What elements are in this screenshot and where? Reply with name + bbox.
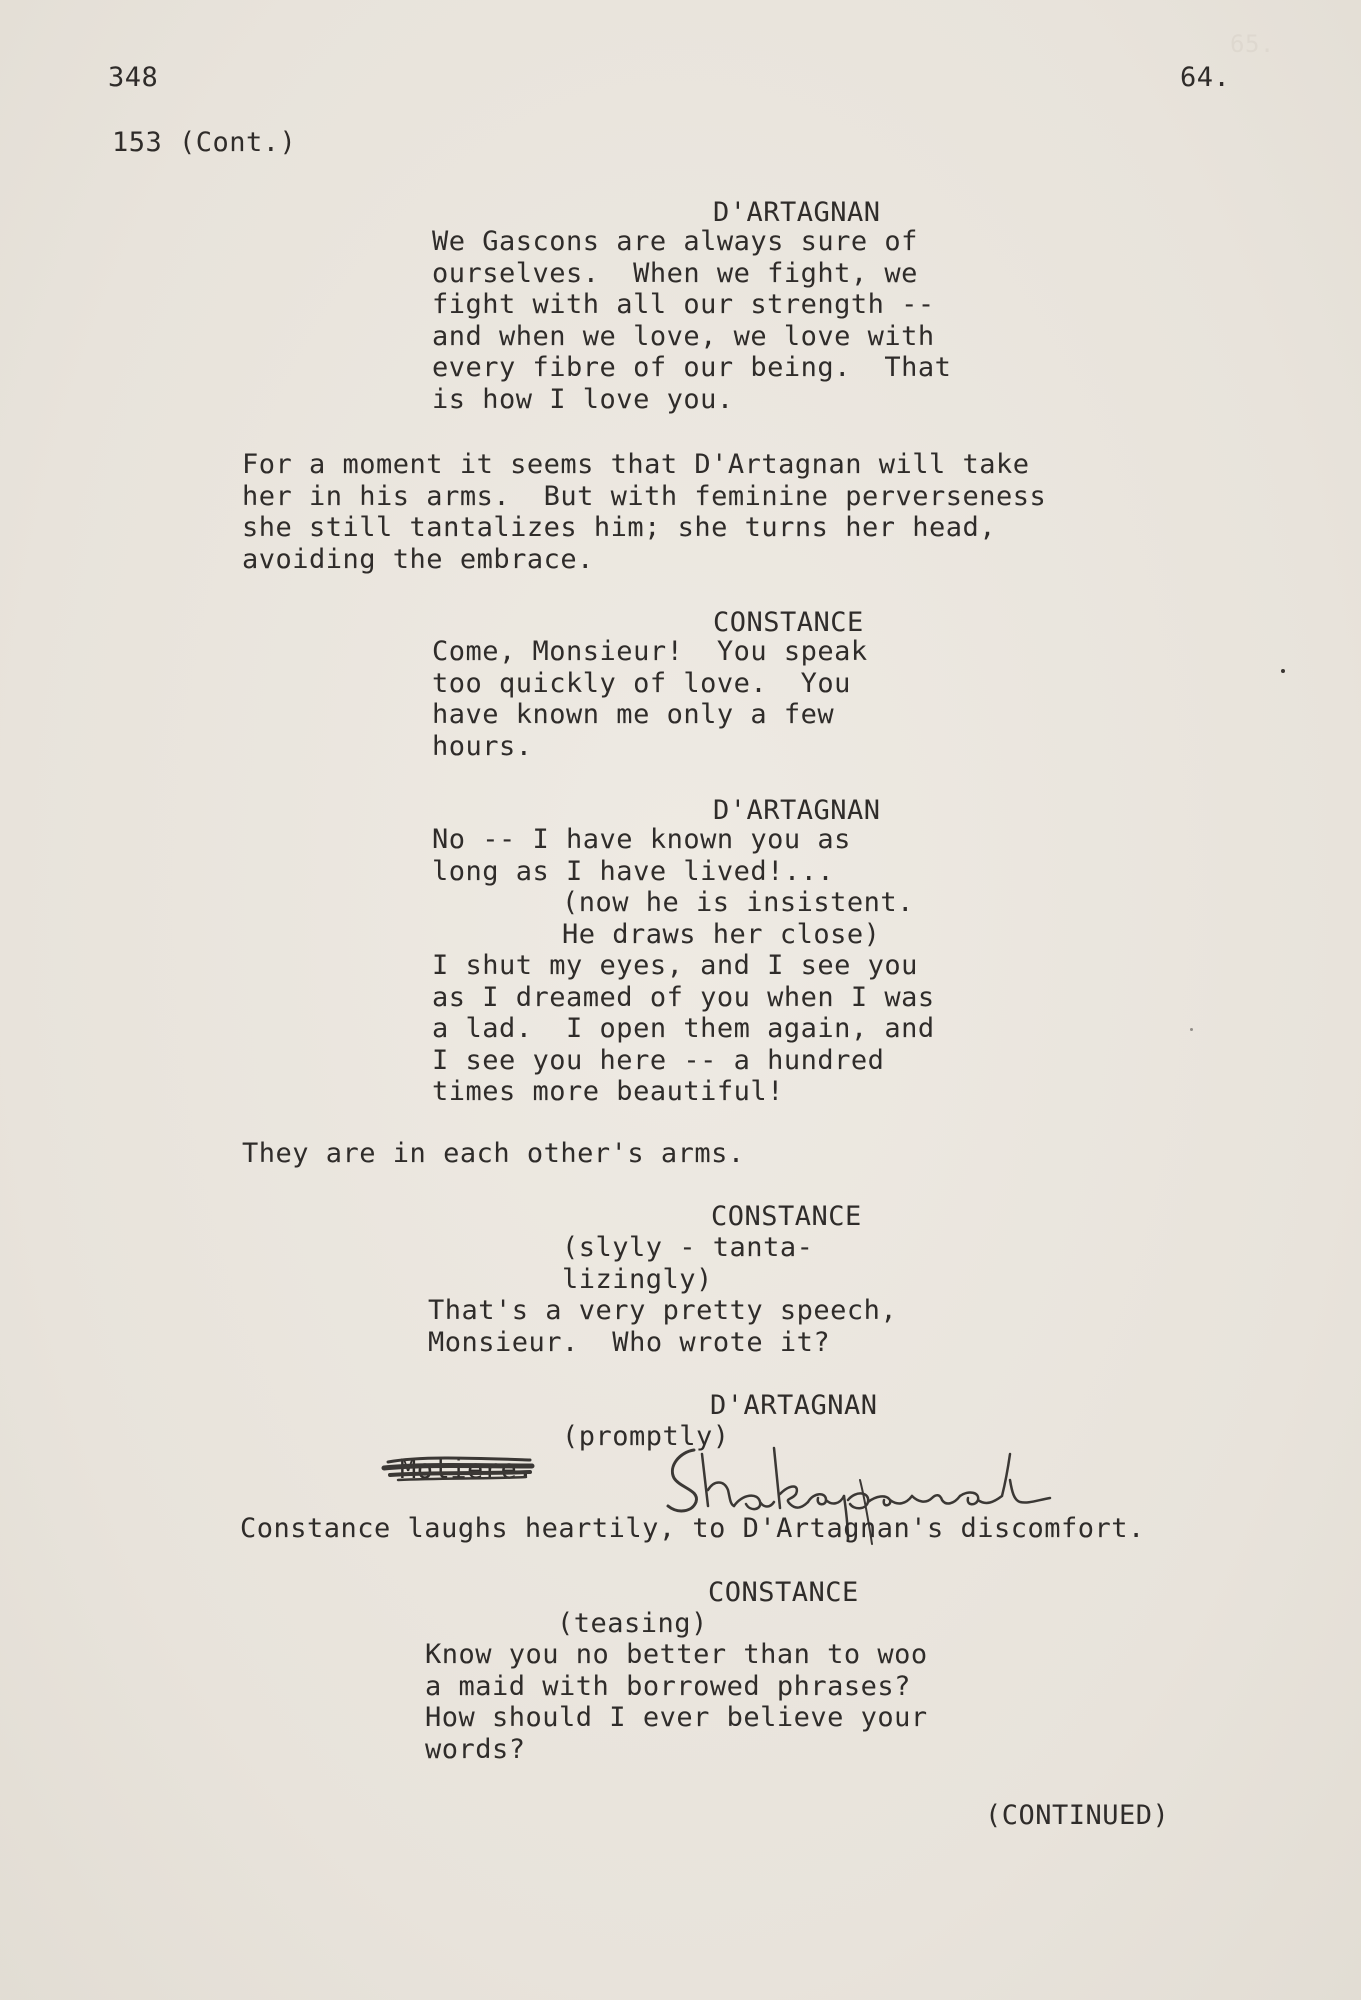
dialogue-line: Know you no better than to woo <box>425 1639 928 1670</box>
parenthetical-line: (teasing) <box>557 1608 708 1639</box>
dialogue-line: a maid with borrowed phrases? <box>425 1670 911 1702</box>
parenthetical-line: lizingly) <box>562 1263 713 1295</box>
dialogue-block <box>428 1295 897 1358</box>
action-line: They are in each other's arms. <box>242 1138 745 1169</box>
continued-marker: (CONTINUED) <box>985 1800 1170 1831</box>
dialogue-line: hours. <box>432 730 533 762</box>
dialogue-line: Monsieur. Who wrote it? <box>428 1326 831 1358</box>
page-number-left: 348 <box>108 62 159 93</box>
dialogue-line: fight with all our strength -- <box>432 289 935 321</box>
action-line: her in his arms. But with feminine perverseness <box>242 480 1047 512</box>
character-cue: CONSTANCE <box>711 1201 862 1232</box>
character-cue: D'ARTAGNAN <box>713 197 881 228</box>
dialogue-line: times more beautiful! <box>432 1076 784 1108</box>
character-cue: CONSTANCE <box>713 607 864 638</box>
parenthetical <box>562 887 914 950</box>
dialogue-block <box>425 1639 928 1765</box>
strike-through-scribble <box>380 1448 560 1488</box>
parenthetical-line: (slyly - tanta- <box>562 1232 814 1263</box>
dialogue-line: words? <box>425 1733 526 1765</box>
struck-dialogue: Moliere. <box>400 1454 535 1485</box>
dialogue-block <box>432 226 951 416</box>
dialogue-line: ourselves. When we fight, we <box>432 257 918 289</box>
dialogue-line: have known me only a few <box>432 699 835 731</box>
scene-number: 153 (Cont.) <box>112 127 297 158</box>
dialogue-line: How should I ever believe your <box>425 1702 928 1734</box>
dialogue-line: long as I have lived!... <box>432 855 835 887</box>
paper-speck <box>1281 669 1285 673</box>
action-line: she still tantalizes him; she turns her head, <box>242 512 996 544</box>
dialogue-block <box>432 824 851 887</box>
dialogue-line: too quickly of love. You <box>432 667 851 699</box>
action-line: avoiding the embrace. <box>242 543 594 575</box>
dialogue-line: Come, Monsieur! You speak <box>432 636 868 667</box>
dialogue-line: I see you here -- a hundred <box>432 1044 885 1076</box>
parenthetical-line: (now he is insistent. <box>562 887 914 918</box>
dialogue-line: every fibre of our being. That <box>432 352 952 384</box>
action-line: For a moment it seems that D'Artagnan will take <box>242 449 1030 480</box>
dialogue-line: I shut my eyes, and I see you <box>432 950 918 981</box>
character-cue: D'ARTAGNAN <box>710 1390 878 1421</box>
dialogue-line: That's a very pretty speech, <box>428 1295 898 1326</box>
dialogue-line: and when we love, we love with <box>432 320 935 352</box>
dialogue-line: No -- I have known you as <box>432 824 851 855</box>
parenthetical-line: He draws her close) <box>562 918 881 950</box>
dialogue-block <box>432 636 868 762</box>
character-cue: CONSTANCE <box>708 1577 859 1608</box>
paper-speck <box>1190 1028 1193 1031</box>
dialogue-line: a lad. I open them again, and <box>432 1013 935 1045</box>
dialogue-block <box>432 950 935 1108</box>
parenthetical <box>562 1232 813 1295</box>
parenthetical-line: (promptly) <box>562 1421 730 1452</box>
action-line: Constance laughs heartily, to D'Artagnan's discomfort. <box>240 1513 1145 1544</box>
bleed-through: 65. <box>1230 30 1275 58</box>
dialogue-line: We Gascons are always sure of <box>432 226 918 257</box>
page-number-right: 64. <box>1180 62 1231 93</box>
character-cue: D'ARTAGNAN <box>713 795 881 826</box>
dialogue-line: as I dreamed of you when I was <box>432 981 935 1013</box>
action-block <box>242 449 1046 575</box>
dialogue-line: is how I love you. <box>432 383 734 415</box>
